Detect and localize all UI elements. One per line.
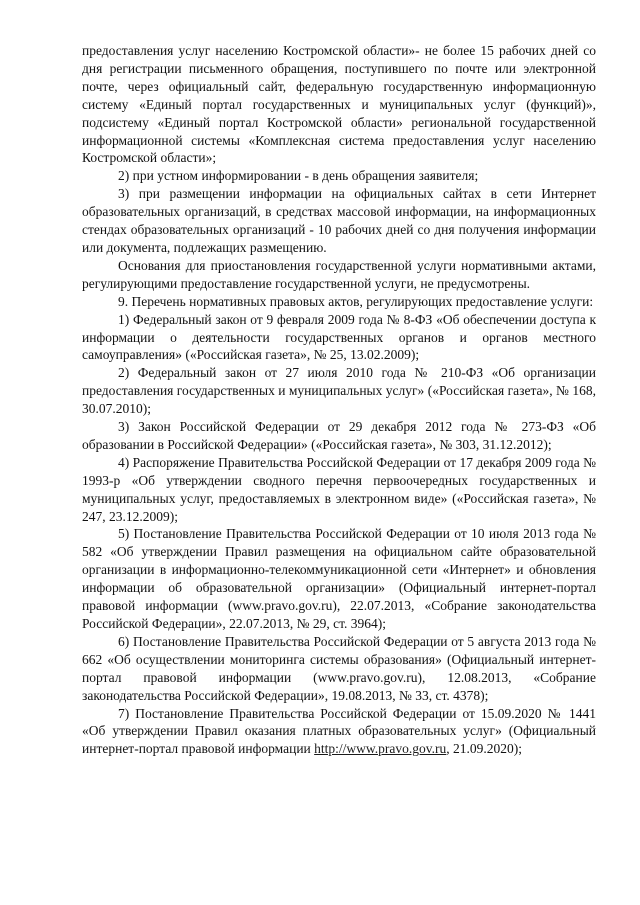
law-item-5: 5) Постановление Правительства Российской Федерации от 10 июля 2013 года № 582 «Об утверждении Правил размещения на официальном сайте образовательной организации в информационно-телекоммуникационной сети «Интернет» и обновления информации об образовательной организации» (Официальный интернет-портал правовой информации (www.pravo.gov.ru), 22.07.2013, «Собрание законодательства Российской Федерации», 22.07.2013, № 29, ст. 3964); [82,526,596,631]
paragraph-website-informing: 3) при размещении информации на официальных сайтах в сети Интернет образовательных организаций, в средствах массовой информации, на информационных стендах образовательных организаций - 10 рабочих дней со дня получения информации или документа, подлежащих размещению. [82,186,596,255]
section-9-heading: 9. Перечень нормативных правовых актов, регулирующих предоставление услуги: [118,293,594,309]
law-item-7-text: 7) Постановление Правительства Российской Федерации от 15.09.2020 № 1441 «Об утверждении Правил оказания платных образовательных услуг» (Официальный интернет-портал правовой информации [82,705,596,757]
law-item-1: 1) Федеральный закон от 9 февраля 2009 года № 8-ФЗ «Об обеспечении доступа к информации о деятельности государственных органов и органов местного самоуправления» («Российская газета», № 25, 13.02.2009); [82,311,596,363]
law-item-7-date: , 21.09.2020); [446,741,523,757]
document-page [82,42,596,758]
law-item-4: 4) Распоряжение Правительства Российской Федерации от 17 декабря 2009 года № 1993-р «Об утверждении сводного перечня первоочередных государственных и муниципальных услуг, предоставляемых в электронном виде» («Российская газета», № 247, 23.12.2009); [82,454,596,524]
paragraph-oral-informing: 2) при устном информировании - в день обращения заявителя; [118,168,479,184]
pravo-gov-link[interactable]: http://www.pravo.gov.ru [314,741,447,757]
law-item-2: 2) Федеральный закон от 27 июля 2010 года № 210-ФЗ «Об организации предоставления государственных и муниципальных услуг» («Российская газета», № 168, 30.07.2010); [82,365,596,417]
law-item-7 [82,705,596,759]
law-item-6: 6) Постановление Правительства Российской Федерации от 5 августа 2013 года № 662 «Об осуществлении мониторинга системы образования» (Официальный интернет-портал правовой информации (www.pravo.gov.ru), 12.08.2013, «Собрание законодательства Российской Федерации», 19.08.2013, № 33, ст. 4378); [82,633,596,703]
law-item-3: 3) Закон Российской Федерации от 29 декабря 2012 года № 273-ФЗ «Об образовании в Российской Федерации» («Российская газета», № 303, 31.12.2012); [82,419,596,452]
paragraph-suspension-grounds: Основания для приостановления государственной услуги нормативными актами, регулирующими предоставление государственной услуги, не предусмотрены. [82,257,596,291]
paragraph-continuation: предоставления услуг населению Костромской области»- не более 15 рабочих дней со дня регистрации письменного обращения, поступившего по почте или электронной почте, через официальный сайт, федеральную государственную информационную систему «Единый портал государственных и муниципальных услуг (функций)», подсистему «Единый портал Костромской области» региональной государственной информационной системы «Комплексная система предоставления услуг населению Костромской области»; [82,43,596,166]
